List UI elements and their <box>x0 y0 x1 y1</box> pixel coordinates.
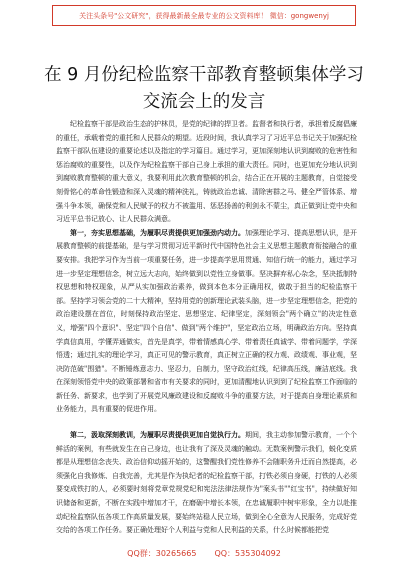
paragraph-section-2 <box>56 429 357 538</box>
section-1-heading: 第一，夯实思想基础，为履职尽责提供更加强劲内动力。 <box>70 228 245 237</box>
title-line-2: 交流会上的发言 <box>142 92 266 112</box>
section-2-text: 期间，我主动参加警示教育，一个个鲜活的案例，有些就发生在自己身边，也让我有了深及灵魂的触动。无数案例警示我们，蜕化变质都是从理想信念丧失、政治信仰动摇开始的，这警醒我们党性修养不会随职务升迁而自然提高，必须强化自我修炼、自我完善，尤其是作为执纪者的纪检监察干部，打铁必须自身硬，打铁的人必须要变成铁打的人，必须要时刻将党章党规党纪和宪法法律法规作为"案头书""红宝书"，持续做好知识储备和更新，不断在实践中增加才干，在磨砺中增长本领，在忠诚履职中树牢形象，全力以赴推动纪检监察队伍各项工作高质量发展，要始终站稳人民立场，做到全心全意为人民服务，完成好党交给的各项工作任务。要正确处理好个人利益与党和人民利益的关系，什么时候都能把党 <box>56 431 357 535</box>
footer-qq: QQ：535304092 <box>214 549 281 558</box>
page-footer <box>0 548 408 559</box>
footer-qq-group: QQ群：30265665 <box>127 549 197 558</box>
banner-text: 关注头条号"公文研究"，获得最新最全最专业的公文资料库！ 微信：gongwenyj <box>79 11 329 20</box>
section-1-text: 加强理论学习、提高思想认识，是开展教育整顿的前提基础，是与学习贯彻习近平新时代中国特色社会主义思想主题教育衔接融合的重要安排。我把学习作为当前一项重要任务，进一步提高学思用贯通、知信行统一的能力，通过学习进一步坚定理想信念，树立远大志向，始终做到以党性立身做事。坚决摒弃私心杂念，坚决抵制特权思想和特权现象，从严从实加强政治素养，做到本色本分正确用权，做敢于担当的纪检监察干部。坚持学习领会党的二十大精神，坚持用党的创新理论武装头脑，进一步坚定理想信念，把党的政治建设摆在首位，时刻保持政治坚定、思想坚定、纪律坚定，深刻领会"两个确立"的决定性意义，增强"四个意识"、坚定"四个自信"、做到"两个维护"，坚定政治立场，明确政治方向。坚持真学真信真用，学懂弄通做实，首先是真学，带着情感真心学、带着责任真诚学、带着问题学，学深悟透；通过扎实的理论学习，真正可见的警示教育，真正树立正确的权力观、政绩观、事业观，坚决防范破"围猎"。不断锤炼意志力、坚忍力，自制力，坚守政治红线，纪律高压线，廉洁底线。我在深刻领悟党中央的政策部署和省市有关要求的同时，更加清醒地认识到到了纪检监察工作面临的新任务、新要求，也学到了开展党风廉政建设和反腐败斗争的重要方法，对于提高自身理论素质和业务能力，具有重要的促进作用。 <box>56 228 357 414</box>
top-banner <box>52 5 356 26</box>
document-body <box>56 118 357 538</box>
paragraph-section-1 <box>56 227 357 417</box>
title-line-1: 在 9 月份纪检监察干部教育整顿集体学习 <box>44 65 364 85</box>
document-title <box>0 62 408 116</box>
section-2-heading: 第二，汲取深刻教训，为履职尽责提供更加自觉执行力。 <box>70 431 245 440</box>
paragraph-intro: 纪检监察干部是政治生态的护林员，是党的纪律的捍卫者。监督者和执行者，承担着反腐倡廉的重任，承载着党的重托和人民群众的期望。近段时间，我认真学习了习近平总书记关于加强纪检监察干部队伍建设的重要论述以及指定的学习篇目。通过学习，更加深刻地认识到腐败的危害性和惩治腐败的重要性，以及作为纪检监察干部自己身上承担的重大责任。同时，也更加充分地认识到到腐败教育整顿的重大意义，我要利用此次教育整顿的机会，结合正在开展的主题教育，自觉接受刻骨铭心的革命性锻造和深入灵魂的精神洗礼，铸就政治忠诚、清除害群之马、健全严管体系、增强斗争本领，确保党和人民赋予的权力不被滥用、惩恶扬善的利剑永不蒙尘，真正做到让党中央和习近平总书记放心、让人民群众满意。 <box>56 120 357 224</box>
